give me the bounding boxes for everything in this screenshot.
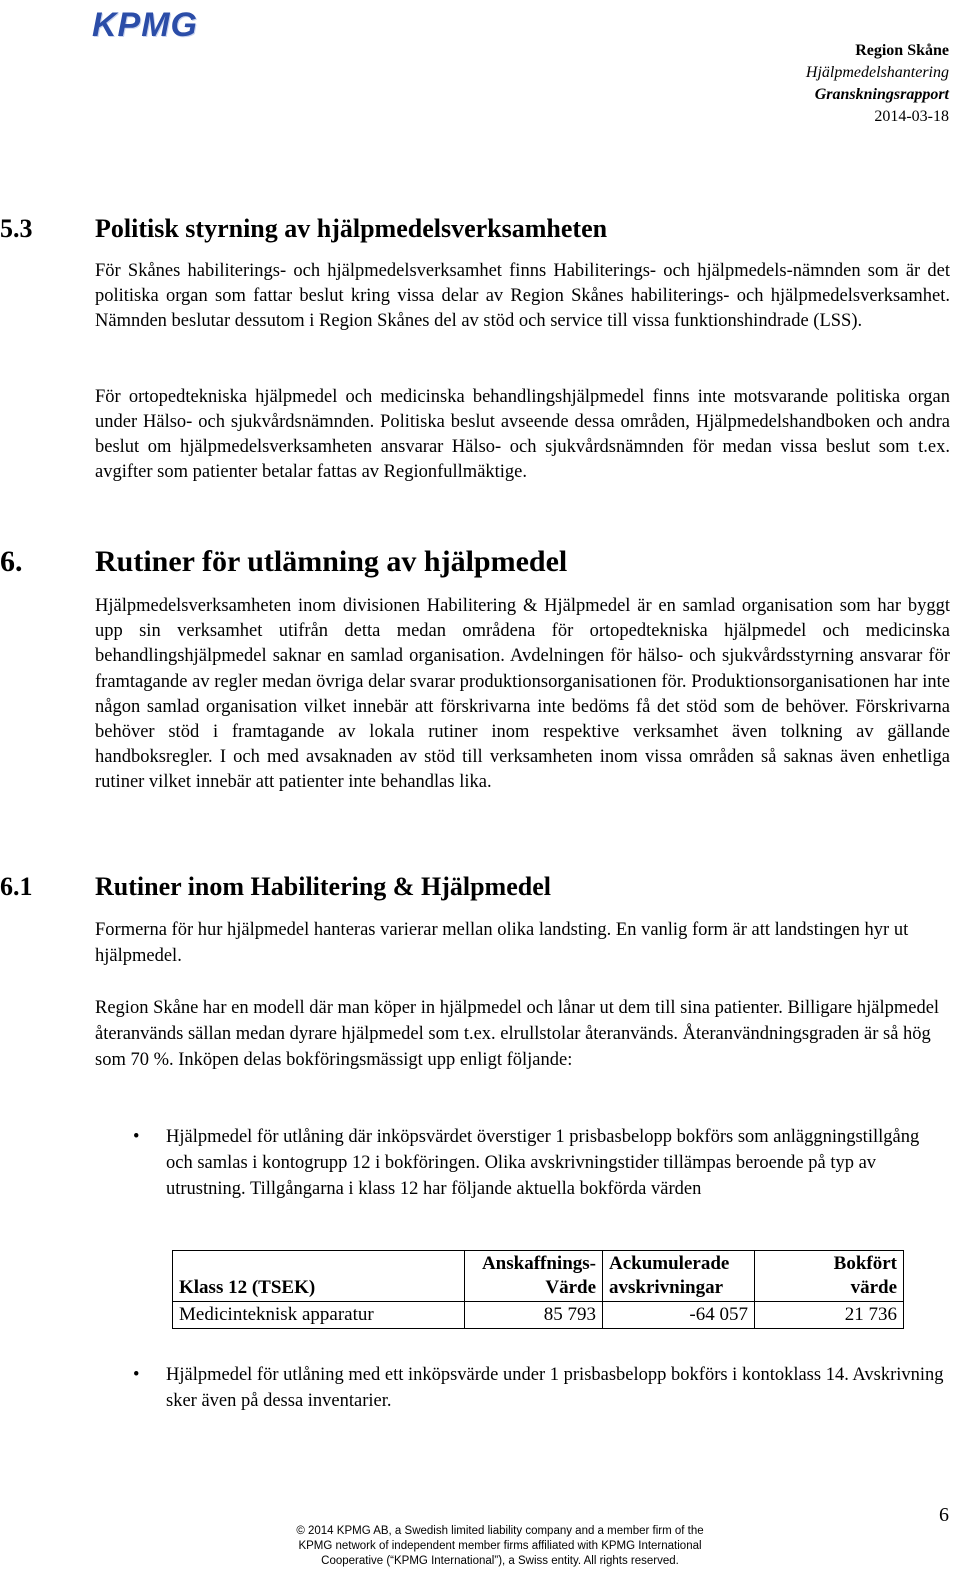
- section-title: Rutiner inom Habilitering & Hjälpmedel: [95, 872, 551, 901]
- column-header: [173, 1251, 465, 1302]
- column-header-label: värde: [850, 1277, 897, 1298]
- table-header-row: [173, 1251, 904, 1302]
- table-cell: Medicinteknisk apparatur: [173, 1302, 465, 1329]
- column-header-label: Klass 12 (TSEK): [179, 1277, 316, 1298]
- column-header-label: Ackumulerade: [609, 1253, 730, 1274]
- paragraph: Region Skåne har en modell där man köper in hjälpmedel och lånar ut dem till sina patienter. Billigare hjälpmedel återanvänds sällan medan dyrare hjälpmedel som t.ex. elrullstolar återanvänds. Återanvändningsgraden är så hög som 70 %. Inköpen delas bokföringsmässigt upp enligt följande:: [95, 998, 940, 1070]
- footer-line: Cooperative (“KPMG International”), a Swiss entity. All rights reserved.: [321, 1555, 679, 1567]
- document-header: [806, 40, 949, 128]
- paragraph: För Skånes habiliterings- och hjälpmedelsverksamhet finns Habiliterings- och hjälpmedels-nämnden som är det politiska organ som fattar beslut kring vissa delar av Region Skånes habiliterings- och hjälpmedelsverksamhet. Nämnden beslutar dessutom i Region Skånes del av stöd och service till vissa funktionshindrade (LSS).: [95, 261, 950, 331]
- paragraph: Formerna för hur hjälpmedel hanteras varierar mellan olika landsting. En vanlig form är att landstingen hyr ut hjälpmedel.: [95, 920, 909, 966]
- bullet-icon: •: [133, 1127, 140, 1147]
- table-cell: 21 736: [755, 1302, 904, 1329]
- paragraph: Hjälpmedelsverksamheten inom divisionen Habilitering & Hjälpmedel är en samlad organisation som har byggt upp sin verksamhet utifrån detta medan områdena för ortopedtekniska hjälpmedel och medicinska behandlingshjälpmedel saknar en samlad organisation. Avdelningen för hälso- och sjukvårdsstyrning ansvarar för framtagande av regler medan övriga delar svarar produktionsorganisationen för. Produktionsorganisationen har inte någon samlad organisation vilket innebär att förskrivarna inte bedöms få det stöd som de behöver. Förskrivarna behöver stöd i framtagande av lokala rutiner inom respektive verksamhet även tolkning av gällande handboksregler. I och med avsaknaden av stöd till verksamheten inom vissa områden så saknas även enhetliga rutiner vilket innebär att patienter inte behandlas lika.: [95, 596, 950, 793]
- page-number: 6: [939, 1504, 949, 1526]
- table-cell: -64 057: [603, 1302, 755, 1329]
- table-cell: 85 793: [465, 1302, 603, 1329]
- column-header: [465, 1251, 603, 1302]
- paragraph: För ortopedtekniska hjälpmedel och medicinska behandlingshjälpmedel finns inte motsvarande politiska organ under Hälso- och sjukvårdsnämnden. Politiska beslut avseende dessa områden, Hjälpmedelshandboken och andra beslut om hjälpmedelsverksamheten ansvarar Hälso- och sjukvårdsnämnden för medan vissa beslut som t.ex. avgifter som patienter betalar fattas av Regionfullmäktige.: [95, 387, 950, 482]
- footer-line: © 2014 KPMG AB, a Swedish limited liability company and a member firm of the: [296, 1525, 704, 1537]
- section-number: 6.1: [0, 872, 33, 901]
- section-title: Politisk styrning av hjälpmedelsverksamheten: [95, 214, 608, 243]
- header-organization: Region Skåne: [855, 42, 949, 59]
- column-header: [603, 1251, 755, 1302]
- header-subject: Hjälpmedelshantering: [805, 64, 949, 81]
- section-number: 5.3: [0, 214, 33, 243]
- footer-line: KPMG network of independent member firms affiliated with KPMG International: [298, 1540, 702, 1552]
- kpmg-logo: KPMG: [92, 6, 198, 44]
- bullet-icon: •: [133, 1365, 140, 1385]
- column-header-label: avskrivningar: [609, 1277, 724, 1298]
- column-header-label: Värde: [545, 1277, 596, 1298]
- list-item-text: Hjälpmedel för utlåning med ett inköpsvärde under 1 prisbasbelopp bokförs i kontoklass 14. Avskrivning sker även på dessa inventarier.: [166, 1365, 944, 1411]
- list-item-text: Hjälpmedel för utlåning där inköpsvärdet överstiger 1 prisbasbelopp bokförs som anläggningstillgång och samlas i kontogrupp 12 i bokföringen. Olika avskrivningstider tillämpas beroende på typ av utrustning. Tillgångarna i klass 12 har följande aktuella bokförda värden: [166, 1127, 920, 1199]
- section-title: Rutiner för utlämning av hjälpmedel: [95, 545, 568, 578]
- section-number: 6.: [0, 545, 23, 578]
- column-header-label: Anskaffnings-: [481, 1253, 596, 1274]
- asset-table: [172, 1250, 904, 1329]
- table-row: [173, 1302, 904, 1329]
- header-report-type: Granskningsrapport: [814, 86, 949, 103]
- header-date: 2014-03-18: [874, 108, 949, 125]
- copyright-footer: [245, 1524, 755, 1569]
- column-header: [755, 1251, 904, 1302]
- column-header-label: Bokfört: [833, 1253, 897, 1274]
